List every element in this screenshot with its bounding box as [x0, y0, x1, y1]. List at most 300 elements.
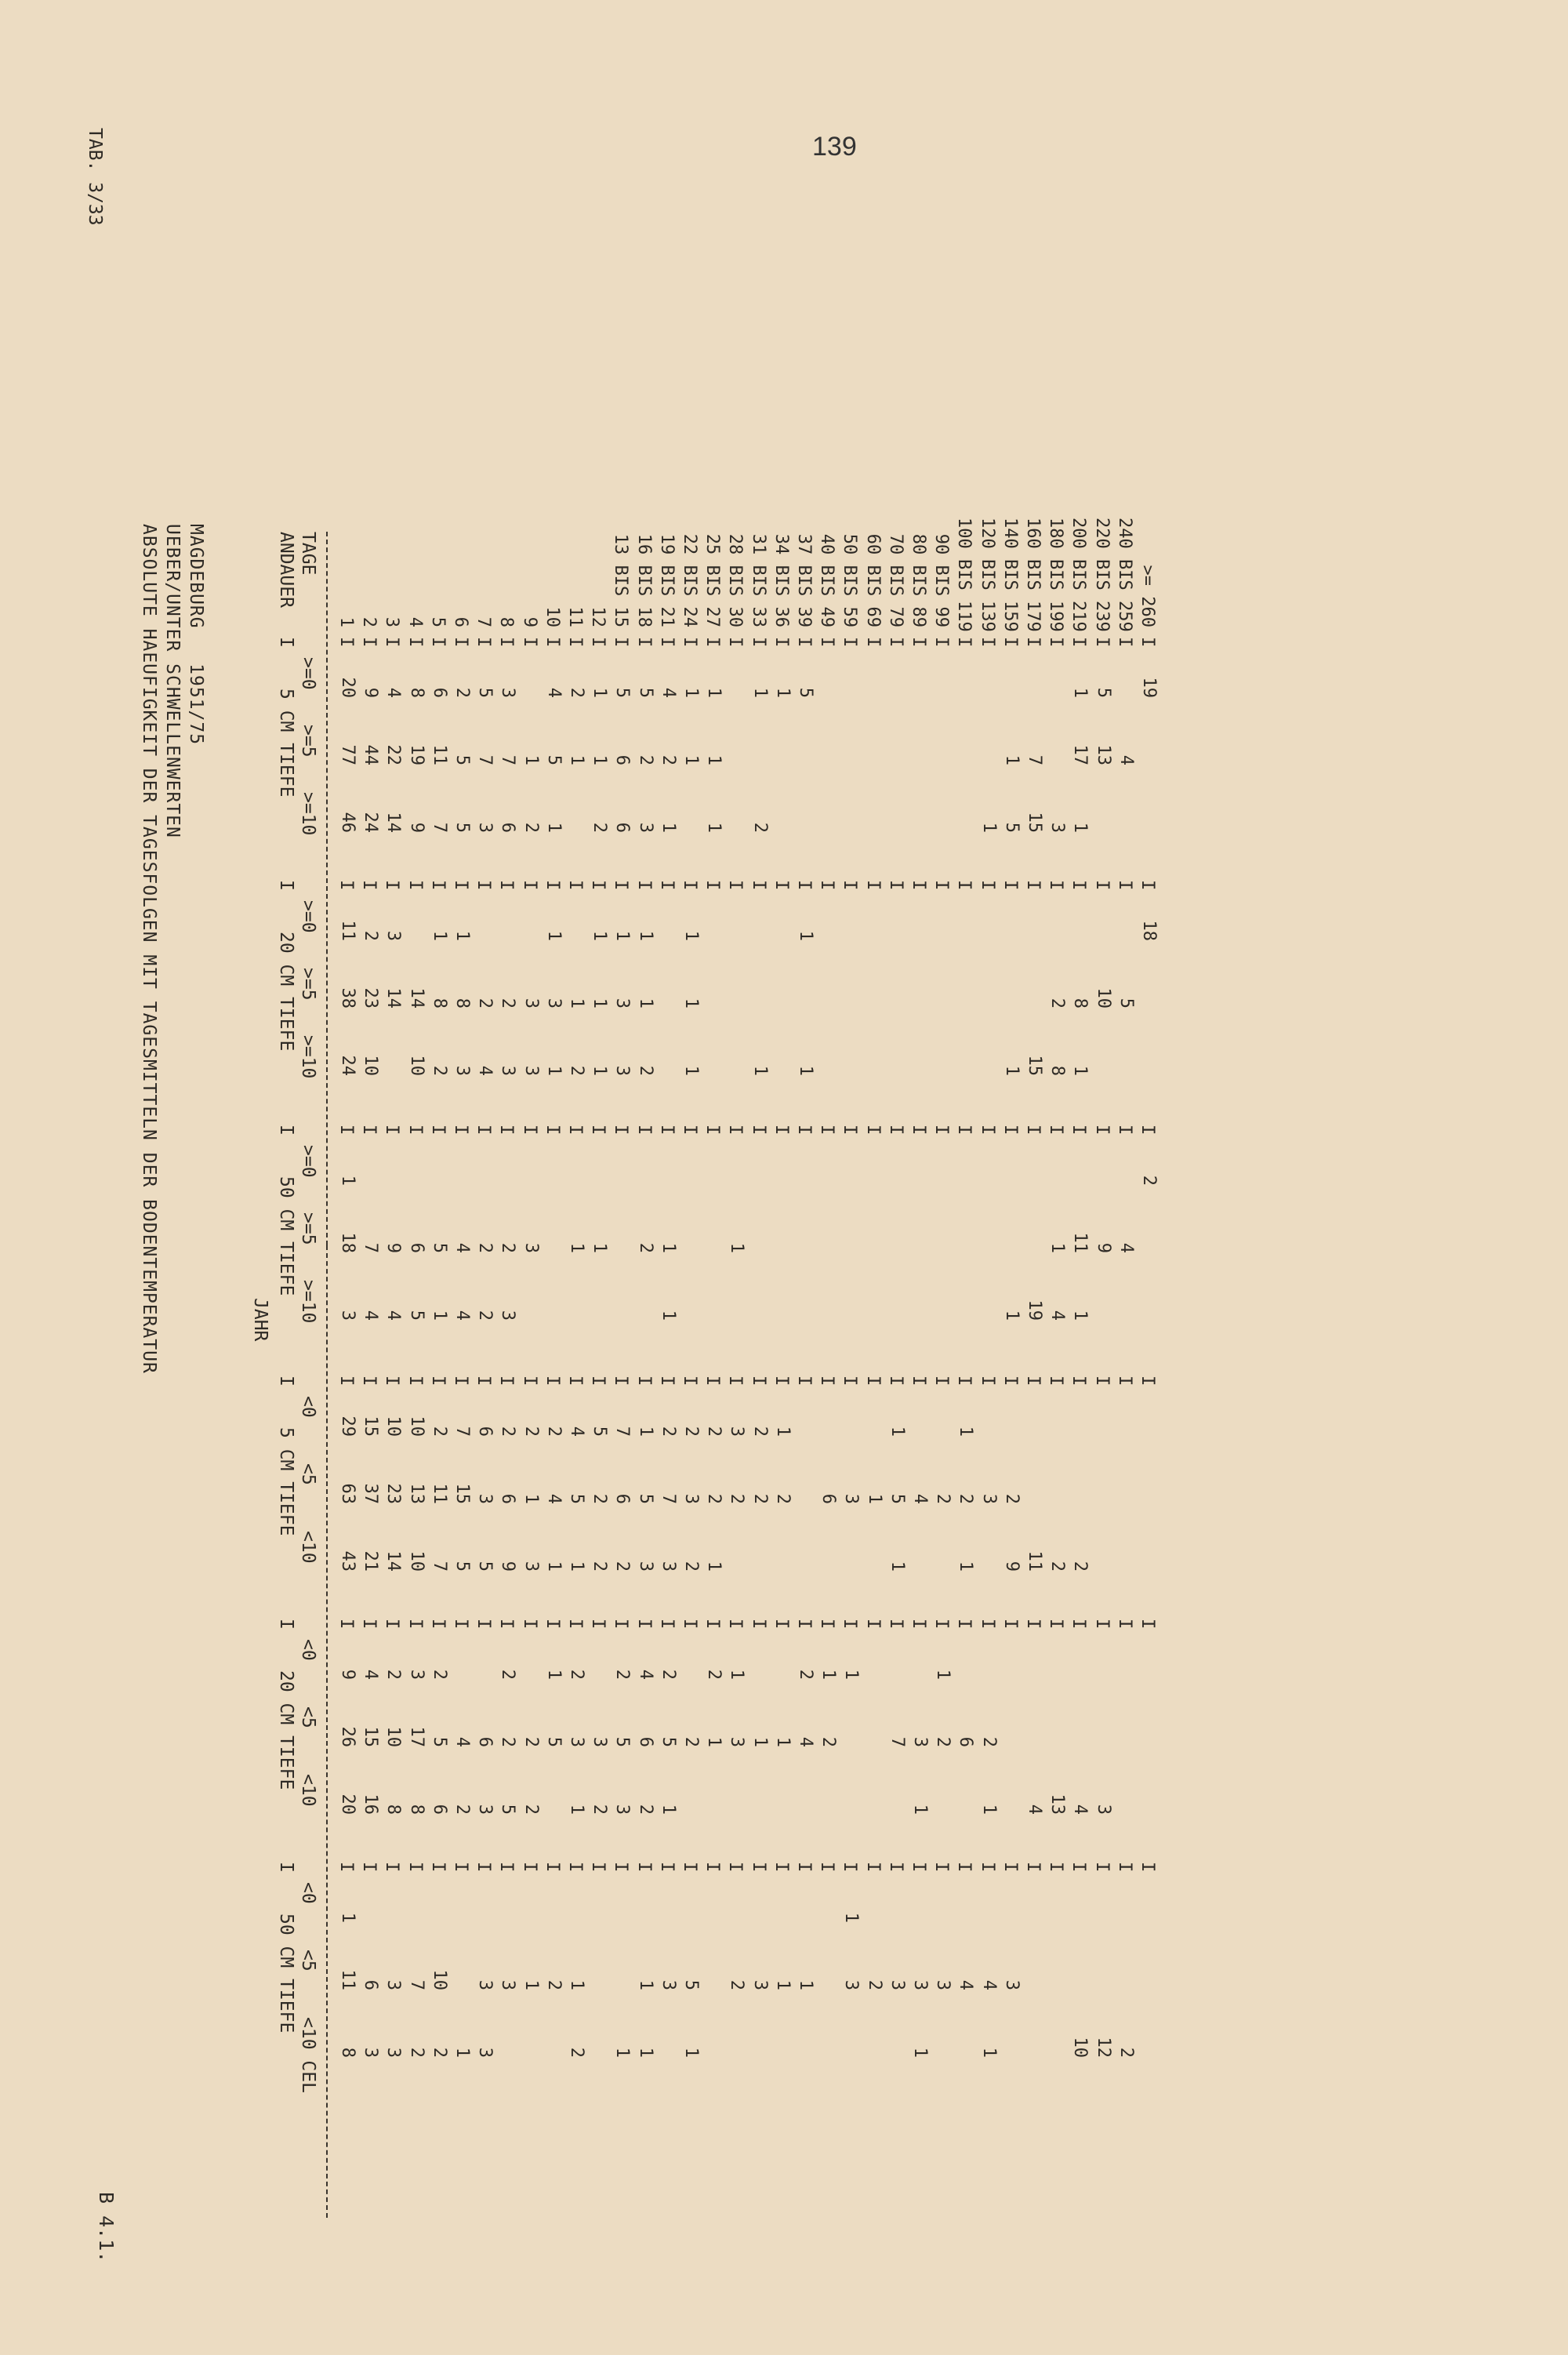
table-cell: 1 — [521, 754, 541, 765]
group-depth-label: 20 CM TIEFE — [276, 1670, 296, 1790]
table-cell: 1 — [452, 2047, 472, 2058]
column-separator: I — [977, 1862, 997, 1873]
table-cell: 13 — [406, 1483, 426, 1504]
column-separator: I — [1023, 1125, 1043, 1136]
column-separator: I — [474, 880, 494, 891]
table-cell: 1 — [750, 1736, 770, 1747]
column-separator: I — [1138, 637, 1157, 648]
table-cell: 4 — [361, 1310, 381, 1321]
table-cell: 5 — [452, 822, 472, 833]
column-separator: I — [1138, 1862, 1157, 1873]
table-cell: 2 — [1139, 1175, 1159, 1186]
column-separator: I — [1114, 1125, 1134, 1136]
column-header: <10 — [298, 1531, 318, 1564]
table-cell: 1 — [910, 2047, 930, 2058]
row-label: 13 BIS 15 — [611, 533, 631, 627]
table-cell: 3 — [498, 1065, 518, 1076]
table-cell: 2 — [1001, 1493, 1022, 1504]
table-cell: 4 — [910, 1493, 930, 1504]
title-line-1: ABSOLUTE HAEUFIGKEIT DER TAGESFOLGEN MIT TAGESMITTELN DER BODENTEMPERATUR — [139, 524, 159, 1374]
row-label: 8 — [496, 616, 517, 627]
column-separator: I — [817, 880, 837, 891]
table-cell: 1 — [818, 1669, 839, 1680]
column-separator: I — [909, 637, 928, 648]
table-cell: 5 — [612, 1736, 633, 1747]
column-separator: I — [680, 1619, 699, 1630]
column-separator: I — [1069, 1619, 1089, 1630]
table-cell: 5 — [475, 1561, 495, 1572]
table-cell: 6 — [635, 1736, 655, 1747]
table-cell: 4 — [383, 687, 404, 698]
table-cell: 77 — [338, 744, 358, 765]
column-separator: I — [519, 637, 539, 648]
column-separator: I — [725, 637, 746, 648]
column-separator: I — [427, 1376, 448, 1386]
table-cell: 2 — [452, 687, 472, 698]
table-cell: 2 — [658, 754, 678, 765]
column-separator: I — [771, 880, 791, 891]
table-cell: 4 — [452, 1242, 472, 1253]
table-cell: 9 — [338, 1669, 358, 1680]
table-cell: 1 — [1001, 1310, 1022, 1321]
table-cell: 5 — [498, 1804, 518, 1815]
table-cell: 6 — [406, 1242, 426, 1253]
column-separator: I — [382, 880, 402, 891]
table-cell: 7 — [498, 754, 518, 765]
table-cell: 1 — [590, 754, 610, 765]
table-cell: 2 — [1047, 1561, 1068, 1572]
table-cell: 3 — [1047, 822, 1068, 833]
table-cell: 8 — [1070, 998, 1091, 1009]
table-cell: 23 — [361, 987, 381, 1009]
table-cell: 2 — [750, 1426, 770, 1437]
column-separator: I — [840, 1125, 860, 1136]
column-separator: I — [405, 637, 425, 648]
column-separator: I — [885, 1862, 906, 1873]
table-cell: 11 — [338, 1969, 358, 1990]
table-cell: 2 — [383, 1669, 404, 1680]
table-cell: 2 — [796, 1669, 815, 1680]
table-cell: 3 — [383, 2047, 404, 2058]
column-separator: I — [840, 1619, 860, 1630]
table-cell: 1 — [978, 2047, 999, 2058]
table-cell: 6 — [498, 1493, 518, 1504]
table-cell: 2 — [933, 1736, 953, 1747]
column-separator: I — [474, 1376, 494, 1386]
table-cell: 1 — [590, 1242, 610, 1253]
table-cell: 7 — [475, 754, 495, 765]
table-cell: 17 — [406, 1726, 426, 1747]
column-separator: I — [633, 1619, 654, 1630]
column-separator: I — [359, 1376, 379, 1386]
row-label: 10 — [542, 606, 562, 627]
table-cell: 7 — [658, 1493, 678, 1504]
column-separator: I — [1023, 880, 1043, 891]
column-separator: I — [1069, 637, 1089, 648]
table-cell: 1 — [590, 930, 610, 941]
table-cell: 2 — [750, 822, 770, 833]
column-separator: I — [405, 1125, 425, 1136]
column-header: >=0 — [298, 657, 318, 690]
row-label: 40 BIS 49 — [817, 533, 837, 627]
column-separator: I — [1046, 1619, 1066, 1630]
column-separator: I — [405, 1376, 425, 1386]
table-cell: 2 — [956, 1493, 976, 1504]
table-cell: 1 — [841, 1912, 862, 1923]
column-separator: I — [382, 637, 402, 648]
column-separator: I — [977, 880, 997, 891]
table-cell: 23 — [383, 1483, 404, 1504]
header-rule-left — [326, 532, 328, 1245]
table-cell: 1 — [750, 687, 770, 698]
table-cell: 5 — [452, 1561, 472, 1572]
table-cell: 5 — [796, 687, 815, 698]
table-cell: 1 — [772, 1736, 793, 1747]
column-separator: I — [794, 880, 814, 891]
table-cell: 2 — [475, 998, 495, 1009]
table-cell: 4 — [1116, 1242, 1136, 1253]
table-cell: 2 — [590, 1804, 610, 1815]
table-cell: 3 — [498, 1310, 518, 1321]
column-separator: I — [862, 880, 883, 891]
table-cell: 3 — [681, 1493, 701, 1504]
table-cell: 6 — [475, 1426, 495, 1437]
column-separator: I — [496, 880, 517, 891]
table-cell: 4 — [452, 1736, 472, 1747]
table-cell: 5 — [1093, 687, 1113, 698]
group-depth-label: 50 CM TIEFE — [276, 1913, 296, 2033]
table-cell: 1 — [956, 1561, 976, 1572]
column-separator: I — [427, 1862, 448, 1873]
table-cell: 9 — [498, 1561, 518, 1572]
row-label: 220 BIS 239 — [1091, 518, 1112, 632]
column-separator: I — [565, 1376, 585, 1386]
column-separator: I — [771, 1376, 791, 1386]
row-label: 22 BIS 24 — [680, 533, 699, 627]
column-separator: I — [1114, 637, 1134, 648]
table-cell: 15 — [361, 1726, 381, 1747]
column-separator: I — [862, 1125, 883, 1136]
table-cell: 6 — [612, 822, 633, 833]
column-separator: I — [611, 1376, 631, 1386]
table-cell: 5 — [406, 1310, 426, 1321]
table-cell: 9 — [406, 822, 426, 833]
column-separator: I — [1069, 880, 1089, 891]
column-separator: I — [702, 1619, 723, 1630]
column-separator: I — [382, 1619, 402, 1630]
column-separator: I — [725, 1862, 746, 1873]
column-separator: I — [611, 880, 631, 891]
column-separator: I — [474, 1862, 494, 1873]
row-label: 70 BIS 79 — [885, 533, 906, 627]
table-cell: 11 — [429, 1483, 449, 1504]
table-cell: 1 — [567, 1242, 586, 1253]
table-cell: 3 — [406, 1669, 426, 1680]
table-cell: 2 — [590, 1561, 610, 1572]
table-cell: 3 — [383, 1979, 404, 1990]
column-separator: I — [725, 1376, 746, 1386]
table-cell: 1 — [1070, 1065, 1091, 1076]
group-depth-label: 50 CM TIEFE — [276, 1176, 296, 1296]
column-separator: I — [496, 1862, 517, 1873]
column-separator: I — [1114, 1619, 1134, 1630]
row-label: 16 BIS 18 — [633, 533, 654, 627]
column-header: <5 — [298, 1706, 318, 1728]
table-cell: 1 — [635, 930, 655, 941]
column-separator: I — [633, 1862, 654, 1873]
row-label: 12 — [588, 606, 608, 627]
table-cell: 1 — [1070, 687, 1091, 698]
table-cell: 2 — [521, 1804, 541, 1815]
column-separator: I — [1091, 1376, 1112, 1386]
table-cell: 5 — [452, 754, 472, 765]
table-cell: 5 — [429, 1242, 449, 1253]
row-label: 4 — [405, 616, 425, 627]
column-separator: I — [519, 880, 539, 891]
column-separator: I — [405, 1619, 425, 1630]
table-cell: 3 — [635, 822, 655, 833]
table-cell: 12 — [1093, 2037, 1113, 2058]
column-separator: I — [519, 1619, 539, 1630]
table-cell: 1 — [635, 1979, 655, 1990]
table-cell: 1 — [978, 1804, 999, 1815]
column-separator: I — [336, 637, 356, 648]
row-label: 100 BIS 119 — [954, 518, 975, 632]
column-separator: I — [588, 1376, 608, 1386]
table-cell: 1 — [727, 1242, 747, 1253]
column-separator: I — [427, 880, 448, 891]
table-cell: 1 — [704, 1736, 724, 1747]
column-separator: I — [1023, 1619, 1043, 1630]
column-separator: I — [565, 637, 585, 648]
table-cell: 3 — [910, 1979, 930, 1990]
column-separator: I — [817, 1125, 837, 1136]
column-separator: I — [611, 637, 631, 648]
column-separator: I — [565, 1125, 585, 1136]
table-cell: 1 — [681, 2047, 701, 2058]
table-cell: 3 — [521, 998, 541, 1009]
table-cell: 2 — [452, 1804, 472, 1815]
table-cell: 5 — [543, 754, 564, 765]
row-label: 31 BIS 33 — [748, 533, 768, 627]
table-cell: 21 — [361, 1550, 381, 1572]
column-separator: I — [725, 1125, 746, 1136]
table-cell: 5 — [681, 1979, 701, 1990]
column-header: >=10 — [298, 1280, 318, 1324]
column-separator: I — [565, 1619, 585, 1630]
table-cell: 4 — [543, 1493, 564, 1504]
column-separator: I — [840, 880, 860, 891]
column-separator: I — [909, 1862, 928, 1873]
table-cell: 3 — [498, 1979, 518, 1990]
row-label: 240 BIS 259 — [1114, 518, 1134, 632]
row-label: >= 260 — [1138, 565, 1157, 627]
table-cell: 11 — [1025, 1550, 1044, 1572]
table-cell: 3 — [452, 1065, 472, 1076]
column-separator: I — [1138, 1376, 1157, 1386]
column-separator: I — [565, 880, 585, 891]
table-cell: 2 — [521, 1426, 541, 1437]
table-cell: 1 — [658, 1804, 678, 1815]
column-separator: I — [1069, 1862, 1089, 1873]
column-separator: I — [519, 1125, 539, 1136]
table-cell: 1 — [1070, 822, 1091, 833]
table-cell: 2 — [567, 1065, 586, 1076]
table-cell: 22 — [383, 744, 404, 765]
column-separator: I — [1091, 880, 1112, 891]
table-cell: 4 — [475, 1065, 495, 1076]
column-separator: I — [1023, 637, 1043, 648]
column-separator: I — [427, 1619, 448, 1630]
row-label: 80 BIS 89 — [909, 533, 928, 627]
table-cell: 4 — [956, 1979, 976, 1990]
table-cell: 1 — [681, 687, 701, 698]
column-separator: I — [656, 1376, 677, 1386]
table-cell: 1 — [612, 930, 633, 941]
table-cell: 3 — [498, 687, 518, 698]
table-cell: 5 — [1001, 822, 1022, 833]
table-cell: 10 — [406, 1416, 426, 1437]
column-separator: I — [680, 880, 699, 891]
column-separator: I — [542, 1619, 562, 1630]
column-separator: I — [794, 1376, 814, 1386]
table-cell: 6 — [475, 1736, 495, 1747]
column-separator: I — [885, 1619, 906, 1630]
column-separator: I — [931, 1862, 952, 1873]
column-separator: I — [977, 637, 997, 648]
column-separator: I — [336, 880, 356, 891]
column-separator: I — [1046, 637, 1066, 648]
table-cell: 2 — [681, 1426, 701, 1437]
table-cell: 2 — [590, 822, 610, 833]
table-cell: 2 — [818, 1736, 839, 1747]
table-cell: 3 — [933, 1979, 953, 1990]
column-separator: I — [1000, 1862, 1020, 1873]
table-cell: 1 — [635, 998, 655, 1009]
group-separator: I — [276, 1125, 296, 1136]
column-header: <0 — [298, 1639, 318, 1661]
column-separator: I — [817, 1619, 837, 1630]
column-separator: I — [656, 1125, 677, 1136]
column-separator: I — [1114, 1862, 1134, 1873]
table-cell: 3 — [612, 998, 633, 1009]
table-cell: 6 — [612, 754, 633, 765]
column-separator: I — [794, 1125, 814, 1136]
table-cell: 2 — [978, 1736, 999, 1747]
table-cell: 1 — [429, 930, 449, 941]
column-separator: I — [840, 637, 860, 648]
column-separator: I — [336, 1125, 356, 1136]
table-cell: 8 — [338, 2047, 358, 2058]
column-separator: I — [427, 637, 448, 648]
table-cell: 2 — [635, 1065, 655, 1076]
column-separator: I — [519, 1376, 539, 1386]
table-cell: 1 — [681, 1065, 701, 1076]
column-separator: I — [931, 1376, 952, 1386]
row-label: 19 BIS 21 — [656, 533, 677, 627]
table-cell: 1 — [590, 687, 610, 698]
table-cell: 3 — [567, 1736, 586, 1747]
group-separator: I — [276, 637, 296, 648]
table-cell: 3 — [910, 1736, 930, 1747]
table-cell: 1 — [704, 687, 724, 698]
row-label: 9 — [519, 616, 539, 627]
table-cell: 2 — [704, 1426, 724, 1437]
table-cell: 10 — [406, 1055, 426, 1076]
table-cell: 1 — [338, 1175, 358, 1186]
table-cell: 17 — [1070, 744, 1091, 765]
column-header: >=10 — [298, 792, 318, 836]
table-cell: 1 — [567, 754, 586, 765]
column-separator: I — [588, 1862, 608, 1873]
column-separator: I — [748, 1125, 768, 1136]
column-separator: I — [382, 1125, 402, 1136]
table-cell: 3 — [612, 1065, 633, 1076]
column-separator: I — [702, 880, 723, 891]
table-cell: 2 — [429, 1065, 449, 1076]
column-separator: I — [496, 1125, 517, 1136]
table-cell: 1 — [658, 1310, 678, 1321]
table-cell: 1 — [704, 1561, 724, 1572]
column-separator: I — [1023, 1376, 1043, 1386]
table-cell: 5 — [475, 687, 495, 698]
table-cell: 63 — [338, 1483, 358, 1504]
column-separator: I — [1091, 637, 1112, 648]
table-cell: 1 — [796, 1065, 815, 1076]
table-cell: 7 — [452, 1426, 472, 1437]
table-cell: 6 — [429, 687, 449, 698]
table-cell: 4 — [978, 1979, 999, 1990]
table-cell: 4 — [796, 1736, 815, 1747]
row-label: 34 BIS 36 — [771, 533, 791, 627]
table-cell: 14 — [383, 812, 404, 833]
column-separator: I — [542, 637, 562, 648]
table-cell: 1 — [681, 998, 701, 1009]
table-cell: 2 — [612, 1669, 633, 1680]
table-cell: 19 — [406, 744, 426, 765]
table-cell: 44 — [361, 744, 381, 765]
column-separator: I — [611, 1862, 631, 1873]
table-cell: 1 — [543, 822, 564, 833]
column-separator: I — [1114, 880, 1134, 891]
row-label: 3 — [382, 616, 402, 627]
column-separator: I — [336, 1862, 356, 1873]
table-cell: 5 — [567, 1493, 586, 1504]
column-separator: I — [611, 1125, 631, 1136]
table-cell: 24 — [361, 812, 381, 833]
group-separator: I — [276, 1619, 296, 1630]
title-line-3: MAGDEBURG 1951/75 — [186, 524, 206, 746]
column-separator: I — [725, 1619, 746, 1630]
column-separator: I — [1000, 1125, 1020, 1136]
column-separator: I — [680, 1862, 699, 1873]
column-separator: I — [496, 1376, 517, 1386]
column-separator: I — [977, 1376, 997, 1386]
table-cell: 3 — [750, 1979, 770, 1990]
column-separator: I — [542, 880, 562, 891]
row-label: 50 BIS 59 — [840, 533, 860, 627]
table-cell: 20 — [338, 1794, 358, 1815]
row-label: 1 — [336, 616, 356, 627]
table-cell: 2 — [521, 822, 541, 833]
table-cell: 7 — [406, 1979, 426, 1990]
table-cell: 6 — [498, 822, 518, 833]
table-cell: 1 — [910, 1804, 930, 1815]
column-separator: I — [931, 880, 952, 891]
table-cell: 7 — [429, 822, 449, 833]
column-separator: I — [451, 1125, 470, 1136]
column-separator: I — [588, 637, 608, 648]
